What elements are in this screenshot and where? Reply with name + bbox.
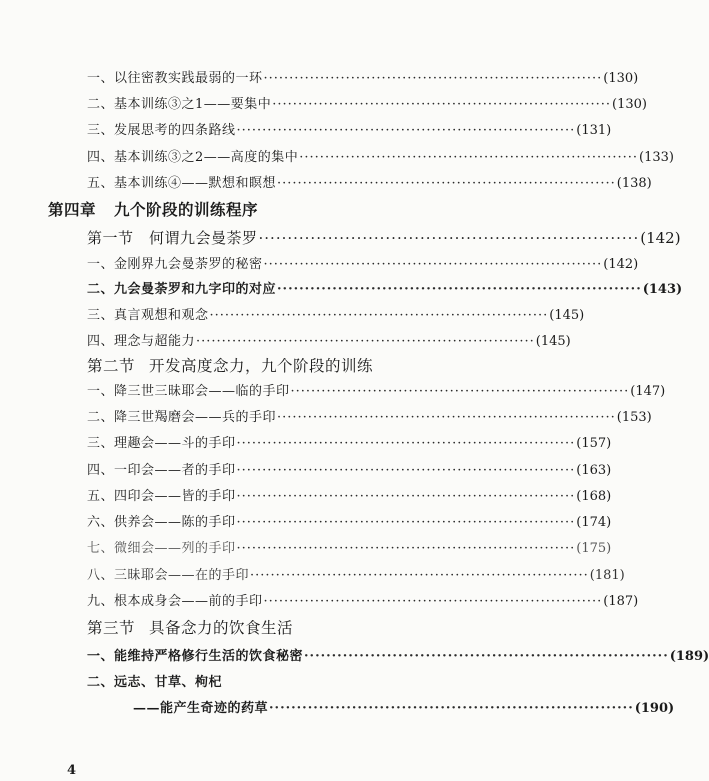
section-heading[interactable] (87, 356, 373, 376)
toc-entry-page: (190) (634, 701, 675, 716)
leader-dots: ·································································· (290, 384, 630, 399)
leader-dots: ·································································· (250, 568, 589, 583)
toc-entry-page: (175) (576, 541, 612, 556)
toc-entry-title: 九、根本成身会——前的手印 (87, 594, 263, 609)
toc-entry-page: (143) (642, 282, 683, 297)
toc-entry-page: (138) (616, 176, 652, 191)
toc-entry-title: 四、一印会——者的手印 (87, 463, 236, 478)
leader-dots: ·································································· (236, 489, 576, 504)
leader-dots: ·································································· (236, 123, 576, 138)
toc-entry-page: (130) (612, 97, 647, 112)
toc-entry-title: 二、降三世羯磨会——兵的手印 (87, 410, 277, 425)
toc-entry-title: 一、以往密教实践最弱的一环 (87, 71, 263, 86)
toc-entry-page: (163) (576, 463, 612, 478)
toc-entry-title: 二、基本训练③之1——要集中 (87, 97, 272, 112)
leader-dots: ·································································· (304, 649, 669, 664)
section-heading-entry[interactable] (87, 228, 681, 248)
toc-entry[interactable] (87, 175, 652, 193)
toc-entry-title: 三、理趣会——斗的手印 (87, 436, 236, 451)
leader-dots: ·································································· (277, 282, 642, 297)
toc-entry[interactable] (87, 488, 612, 506)
toc-entry-title: 四、基本训练③之2——高度的集中 (87, 150, 299, 165)
section-title: 开发高度念力，九个阶段的训练 (149, 357, 374, 375)
leader-dots: ·································································· (236, 541, 576, 556)
toc-entry-page: (153) (616, 410, 652, 425)
section-label: 第三节 (87, 619, 136, 637)
toc-entry[interactable] (87, 281, 683, 299)
toc-entry-page: (145) (535, 334, 571, 349)
toc-entry-page: (168) (576, 489, 612, 504)
toc-entry-page: (147) (630, 384, 666, 399)
toc-entry-title: 六、供养会——陈的手印 (87, 515, 236, 530)
leader-dots: ·································································· (196, 334, 535, 349)
toc-entry-page: (189) (669, 649, 709, 664)
toc-entry-title: 三、真言观想和观念 (87, 308, 209, 323)
leader-dots: ·································································· (272, 97, 612, 112)
chapter-heading[interactable] (48, 200, 258, 220)
toc-entry-page: (142) (640, 229, 681, 247)
section-title: 第一节 何谓九会曼荼罗 (87, 229, 258, 247)
toc-entry[interactable] (87, 409, 652, 427)
toc-entry-title: 五、四印会——皆的手印 (87, 489, 236, 504)
leader-dots: ·································································· (236, 515, 576, 530)
toc-entry[interactable] (87, 333, 571, 351)
leader-dots: ·································································· (236, 436, 576, 451)
toc-entry-title: 五、基本训练④——默想和瞑想 (87, 176, 277, 191)
section-heading[interactable] (87, 618, 293, 638)
toc-entry-page: (174) (576, 515, 612, 530)
toc-entry-page: (181) (589, 568, 625, 583)
toc-entry-page: (130) (603, 71, 639, 86)
section-title: 具备念力的饮食生活 (149, 619, 294, 637)
leader-dots: ·································································· (269, 701, 634, 716)
toc-entry-page: (131) (576, 123, 612, 138)
toc-entry-title: 三、发展思考的四条路线 (87, 123, 236, 138)
leader-dots: ·································································· (258, 229, 640, 247)
leader-dots: ·································································· (209, 308, 549, 323)
toc-entry[interactable] (87, 256, 639, 274)
toc-entry[interactable] (87, 383, 666, 401)
toc-entry[interactable] (87, 96, 647, 114)
leader-dots: ·································································· (263, 257, 603, 272)
toc-entry-page: (142) (603, 257, 639, 272)
toc-entry-title: 二、九会曼荼罗和九字印的对应 (87, 282, 277, 297)
leader-dots: ·································································· (299, 150, 639, 165)
toc-entry[interactable] (133, 700, 675, 718)
leader-dots: ·································································· (277, 410, 616, 425)
toc-entry-title: 七、微细会——列的手印 (87, 541, 236, 556)
toc-entry-page: (133) (639, 150, 674, 165)
toc-entry[interactable] (87, 593, 639, 611)
toc-entry-title-line1[interactable]: 二、远志、甘草、枸杞 (87, 675, 223, 690)
toc-entry-title: 四、理念与超能力 (87, 334, 196, 349)
toc-entry-title: ——能产生奇迹的药草 (133, 701, 269, 716)
chapter-title: 九个阶段的训练程序 (114, 200, 259, 219)
toc-entry[interactable] (87, 435, 612, 453)
leader-dots: ·································································· (263, 71, 603, 86)
toc-entry[interactable] (87, 567, 625, 585)
toc-entry-page: (187) (603, 594, 639, 609)
toc-entry-page: (145) (549, 308, 585, 323)
page-number: 4 (67, 763, 77, 778)
toc-entry[interactable] (87, 648, 709, 666)
toc-entry-title: 一、降三世三昧耶会——临的手印 (87, 384, 290, 399)
toc-entry-title: 八、三昧耶会——在的手印 (87, 568, 250, 583)
leader-dots: ·································································· (236, 463, 576, 478)
toc-entry[interactable] (87, 149, 674, 167)
chapter-label: 第四章 (48, 200, 97, 219)
section-label: 第二节 (87, 357, 136, 375)
toc-entry-title: 一、能维持严格修行生活的饮食秘密 (87, 649, 304, 664)
toc-entry-title: 一、金刚界九会曼荼罗的秘密 (87, 257, 263, 272)
toc-entry[interactable] (87, 540, 612, 558)
toc-entry[interactable] (87, 307, 585, 325)
leader-dots: ·································································· (263, 594, 603, 609)
toc-entry[interactable] (87, 70, 639, 88)
toc-entry[interactable] (87, 462, 612, 480)
toc-entry-page: (157) (576, 436, 612, 451)
leader-dots: ·································································· (277, 176, 616, 191)
toc-entry[interactable] (87, 122, 612, 140)
toc-entry[interactable] (87, 514, 612, 532)
